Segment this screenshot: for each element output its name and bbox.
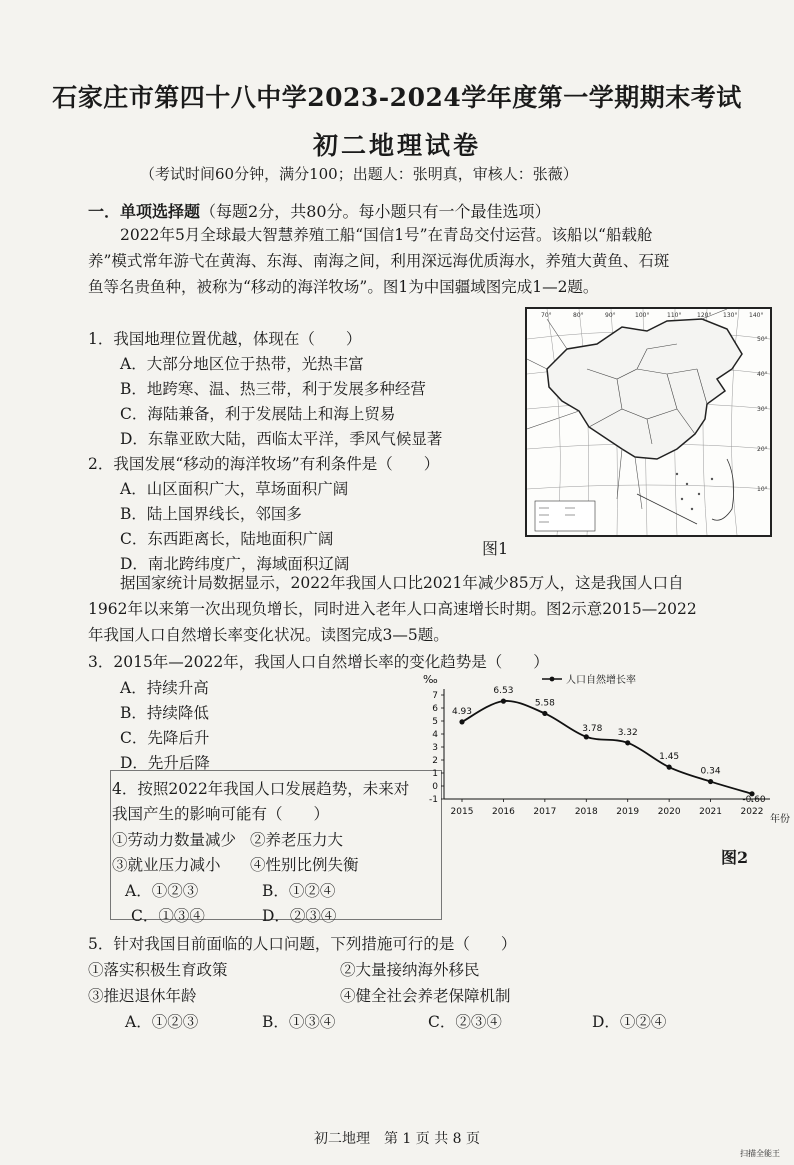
data-point (584, 734, 589, 739)
exam-info: （考试时间60分钟，满分100；出题人：张明真，审核人：张薇） (140, 165, 578, 183)
x-tick-label: 2016 (491, 807, 515, 817)
q5-option-a: A．①②③ (125, 1013, 199, 1031)
data-point (708, 779, 713, 784)
q1-option-a: A．大部分地区位于热带，光热丰富 (120, 355, 364, 373)
x-tick-label: 2021 (699, 807, 723, 817)
data-label: 0.34 (700, 766, 721, 777)
y-tick-label: 6 (432, 704, 438, 714)
y-tick-label: 4 (432, 730, 438, 740)
x-tick-label: 2018 (574, 807, 598, 817)
q4-stem-line1: 4．按照2022年我国人口发展趋势，未来对 (112, 780, 410, 798)
x-tick-label: 2022 (740, 807, 764, 817)
data-label: 1.45 (659, 752, 680, 763)
q2-option-b: B．陆上国界线长，邻国多 (120, 505, 302, 523)
lat-tick: 50° (757, 336, 768, 343)
lat-tick: 20° (757, 446, 768, 453)
x-tick-label: 2015 (450, 807, 474, 817)
chart-y-unit: ‰ (423, 673, 438, 686)
y-tick-label: 1 (432, 769, 438, 779)
lat-tick: 40° (757, 371, 768, 378)
figure1-label: 图1 (482, 539, 509, 558)
chart-legend (542, 673, 636, 686)
page-footer: 初二地理 第 1 页 共 8 页 (313, 1131, 481, 1147)
lon-tick: 110° (667, 312, 682, 319)
map-lat-ticks (757, 336, 768, 493)
q2-option-d: D．南北跨纬度广，海域面积辽阔 (120, 555, 350, 573)
map-legend-box (535, 501, 595, 531)
data-label: 3.78 (582, 723, 603, 734)
passage1-line3: 鱼等名贵鱼种，被称为“移动的海洋牧场”。图1为中国疆域图完成1—2题。 (88, 278, 599, 296)
q5-option-d: D．①②④ (592, 1013, 667, 1031)
q4-option-d: D．②③④ (262, 907, 337, 925)
chart-x-unit: 年份 (770, 814, 790, 825)
exam-title: 石家庄市第四十八中学2023-2024学年度第一学期期末考试 (52, 83, 742, 112)
q4-item-1: ①劳动力数量减少 (112, 831, 237, 849)
y-tick-label: 0 (432, 782, 438, 792)
x-tick-label: 2017 (533, 807, 557, 817)
q5-stem: 5．针对我国目前面临的人口问题，下列措施可行的是（ ） (88, 935, 517, 953)
lon-tick: 70° (541, 312, 552, 319)
q4-option-c: C．①③④ (131, 907, 205, 925)
borneo-coast (637, 494, 697, 524)
data-point (501, 699, 506, 704)
q3-option-c: C．先降后升 (120, 729, 210, 747)
exam-subtitle: 初二地理试卷 (312, 131, 481, 160)
data-point (542, 711, 547, 716)
section-heading (88, 199, 551, 222)
q3-option-a: A．持续升高 (120, 679, 209, 697)
legend-marker (550, 677, 555, 682)
data-label: 3.32 (617, 727, 638, 738)
q5-item-3: ③推迟退休年龄 (88, 987, 197, 1005)
lon-tick: 120° (697, 312, 712, 319)
q3-option-b: B．持续降低 (120, 704, 209, 722)
passage1-line1: 2022年5月全球最大智慧养殖工船“国信1号”在青岛交付运营。该船以“船载舱 (120, 226, 653, 244)
data-point (459, 719, 464, 724)
q5-item-1: ①落实积极生育政策 (88, 961, 228, 979)
data-label: 4.93 (451, 706, 473, 717)
q5-item-4: ④健全社会养老保障机制 (340, 987, 511, 1005)
legend-label: 人口自然增长率 (566, 675, 636, 686)
y-tick-label: 5 (432, 717, 438, 727)
lon-tick: 100° (635, 312, 650, 319)
q2-option-c: C．东西距离长，陆地面积广阔 (120, 530, 334, 548)
passage2-line3: 年我国人口自然增长率变化状况。读图完成3—5题。 (88, 626, 449, 644)
q4-option-a: A．①②③ (125, 882, 199, 900)
y-tick-label: 3 (432, 743, 438, 753)
lat-tick: 10° (757, 486, 768, 493)
q1-option-d: D．东靠亚欧大陆，西临太平洋，季风气候显著 (120, 430, 443, 448)
lon-tick: 90° (605, 312, 616, 319)
data-label: -0.60 (742, 794, 766, 805)
chart-x-ticks (451, 799, 764, 817)
chart-y-ticks (429, 691, 444, 805)
lon-tick: 130° (723, 312, 738, 319)
data-point (667, 765, 672, 770)
series-line (462, 701, 752, 794)
lat-tick: 30° (757, 406, 768, 413)
q2-stem: 2．我国发展“移动的海洋牧场”有利条件是（ ） (88, 455, 440, 473)
china-map-svg (527, 309, 770, 535)
q3-stem: 3．2015年—2022年，我国人口自然增长率的变化趋势是（ ） (88, 653, 549, 671)
data-point (625, 740, 630, 745)
data-label: 5.58 (534, 698, 555, 709)
south-sea-islands (676, 473, 713, 510)
chart-axes (444, 689, 770, 799)
x-tick-label: 2020 (657, 807, 681, 817)
philippines-coast (712, 459, 734, 520)
lon-tick: 140° (749, 312, 764, 319)
q3-option-d: D．先升后降 (120, 754, 210, 772)
q5-item-2: ②大量接纳海外移民 (340, 961, 480, 979)
chart-points (459, 699, 754, 797)
q4-item-4: ④性别比例失衡 (250, 856, 359, 874)
q1-stem: 1．我国地理位置优越，体现在（ ） (88, 330, 362, 348)
q4-item-2: ②养老压力大 (250, 831, 344, 849)
q1-option-c: C．海陆兼备，利于发展陆上和海上贸易 (120, 405, 396, 423)
population-growth-chart (418, 665, 794, 837)
data-label: 6.53 (493, 686, 514, 697)
q4-item-3: ③就业压力减小 (112, 856, 221, 874)
passage1-line2: 养”模式常年游弋在黄海、东海、南海之间，利用深远海优质海水，养殖大黄鱼、石斑 (88, 252, 670, 270)
q5-option-c: C．②③④ (428, 1013, 502, 1031)
q4-stem-line2: 我国产生的影响可能有（ ） (112, 805, 330, 823)
chart-data-labels (452, 686, 766, 805)
x-tick-label: 2019 (616, 807, 640, 817)
lon-tick: 80° (573, 312, 584, 319)
china-map-figure (525, 307, 772, 537)
figure2-label: 图2 (721, 848, 749, 867)
passage2-line1: 据国家统计局数据显示，2022年我国人口比2021年减少85万人，这是我国人口自 (120, 574, 684, 592)
y-tick-label: 2 (432, 756, 438, 766)
scanner-watermark: 扫描全能王 (740, 1149, 780, 1158)
map-lon-ticks (541, 312, 763, 319)
y-tick-label: 7 (432, 691, 438, 701)
q1-option-b: B．地跨寒、温、热三带，利于发展多种经营 (120, 380, 426, 398)
passage2-line2: 1962年以来第一次出现负增长，同时进入老年人口高速增长时期。图2示意2015—2022 (88, 600, 697, 618)
china-outline (547, 319, 742, 459)
q5-option-b: B．①③④ (262, 1013, 336, 1031)
section-label: 一．单项选择题 (88, 202, 201, 221)
q4-option-b: B．①②④ (262, 882, 336, 900)
q2-option-a: A．山区面积广大，草场面积广阔 (120, 480, 349, 498)
y-tick-label: -1 (429, 795, 438, 805)
section-note: （每题2分，共80分。每小题只有一个最佳选项） (200, 202, 551, 221)
